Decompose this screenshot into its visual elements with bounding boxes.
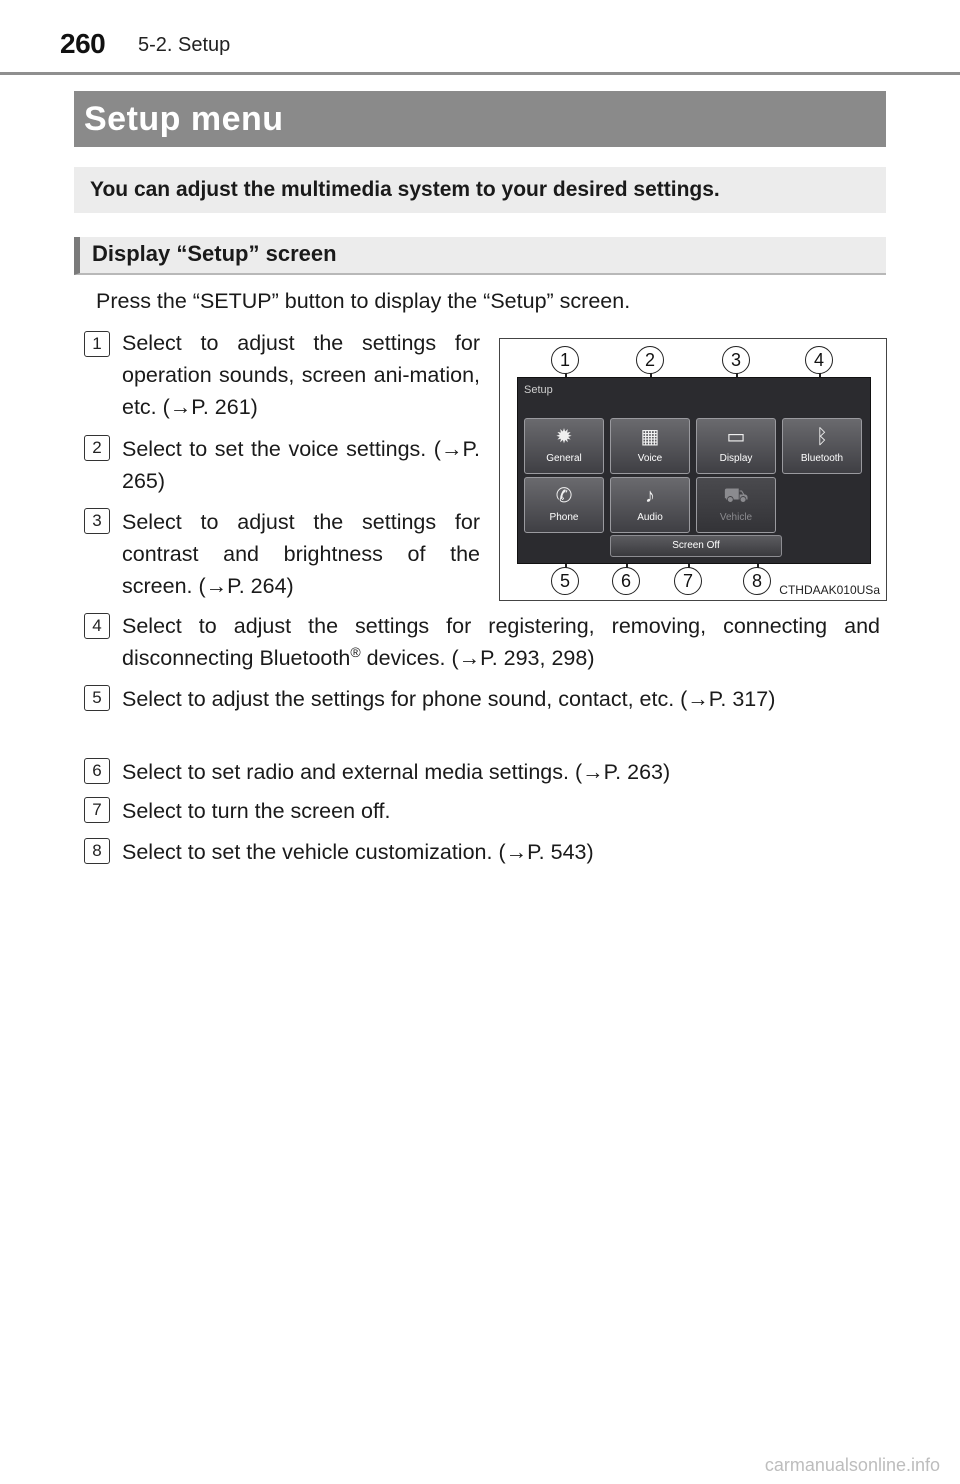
- tile-voice: ▦ Voice: [610, 418, 690, 474]
- callout-6: 6: [612, 567, 640, 595]
- figure-caption: CTHDAAK010USa: [779, 583, 880, 597]
- callout-3: 3: [722, 346, 750, 374]
- item-badge-8: 8: [84, 838, 110, 864]
- voice-icon: ▦: [640, 426, 660, 448]
- setup-screen-figure: [499, 338, 887, 601]
- item-badge-3: 3: [84, 508, 110, 534]
- list-item: Select to set radio and external media settings. (→P. 263): [122, 760, 671, 784]
- callout-8: 8: [743, 567, 771, 595]
- list-item-text: Select to adjust the settings for registering, removing, connecting and disconnecting Bluetooth: [122, 614, 880, 670]
- list-item: Select to adjust the settings for phone sound, contact, etc. (→P. 317): [122, 687, 776, 711]
- list-item: Select to set the vehicle customization. (→P. 543): [122, 840, 594, 864]
- vehicle-icon: ⛟: [723, 485, 749, 507]
- gear-icon: ✹: [555, 426, 573, 448]
- list-item: Select to turn the screen off.: [122, 799, 391, 823]
- page-title: Setup menu: [74, 91, 886, 147]
- item-badge-4: 4: [84, 613, 110, 639]
- watermark: carmanualsonline.info: [764, 1455, 940, 1475]
- tile-vehicle: ⛟ Vehicle: [696, 477, 776, 533]
- item-badge-2: 2: [84, 435, 110, 461]
- screen-off-button: Screen Off: [610, 535, 782, 557]
- screen-title: Setup: [524, 384, 553, 396]
- item-badge-7: 7: [84, 797, 110, 823]
- tile-bluetooth: ᛒ Bluetooth: [782, 418, 862, 474]
- callout-5: 5: [551, 567, 579, 595]
- tile-display: ▭ Display: [696, 418, 776, 474]
- music-note-icon: ♪: [645, 485, 655, 507]
- list-item: [122, 610, 880, 674]
- item-badge-5: 5: [84, 685, 110, 711]
- registered-mark: ®: [350, 643, 361, 660]
- item-badge-6: 6: [84, 758, 110, 784]
- tile-phone: ✆ Phone: [524, 477, 604, 533]
- setup-screen: [517, 377, 871, 564]
- callout-7: 7: [674, 567, 702, 595]
- instruction-text: Press the “SETUP” button to display the “Setup” screen.: [96, 289, 631, 313]
- display-icon: ▭: [726, 426, 746, 448]
- intro-box: You can adjust the multimedia system to your desired settings.: [74, 167, 886, 213]
- callout-4: 4: [805, 346, 833, 374]
- phone-icon: ✆: [555, 485, 573, 507]
- tile-general: ✹ General: [524, 418, 604, 474]
- page-number: 260: [60, 28, 106, 59]
- item-badge-1: 1: [84, 331, 110, 357]
- list-item: Select to set the voice settings. (→P. 265): [122, 437, 480, 493]
- callout-1: 1: [551, 346, 579, 374]
- bluetooth-icon: ᛒ: [816, 426, 828, 448]
- list-item-text: devices. (→P. 293, 298): [360, 646, 595, 670]
- list-item: Select to adjust the settings for contrast and brightness of the screen. (→P. 264): [122, 510, 480, 598]
- tile-audio: ♪ Audio: [610, 477, 690, 533]
- subheading: Display “Setup” screen: [74, 237, 886, 275]
- callout-2: 2: [636, 346, 664, 374]
- header-divider: [0, 72, 960, 75]
- list-item: Select to adjust the settings for operation sounds, screen ani-mation, etc. (→P. 261): [122, 331, 480, 419]
- section-label: 5-2. Setup: [138, 34, 231, 56]
